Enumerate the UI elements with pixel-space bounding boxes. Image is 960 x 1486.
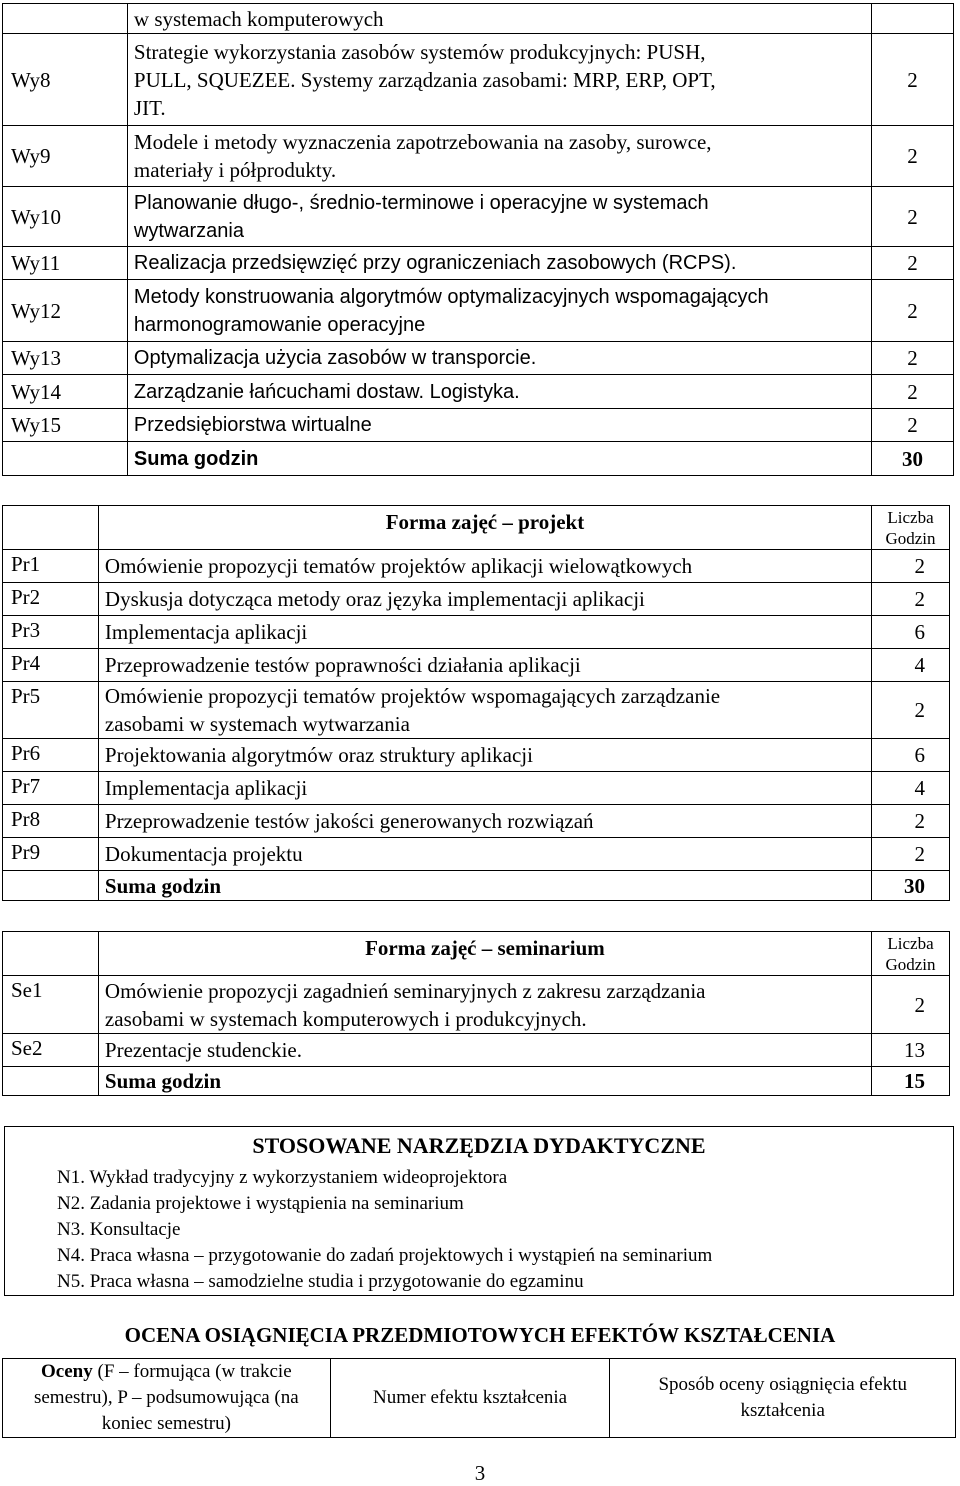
project-table: [2, 505, 950, 901]
project-row-code: Pr4: [3, 649, 99, 682]
hours-header-line: Godzin: [885, 528, 936, 548]
seminar-header-label: Forma zajęć – seminarium: [98, 932, 871, 976]
lectures-row-topic: [127, 280, 871, 342]
project-row-code: Pr2: [3, 583, 99, 616]
project-row-hours: 2: [872, 682, 950, 739]
lectures-row: [3, 280, 954, 342]
lectures-row-topic: [127, 187, 871, 247]
project-hours-header: [872, 506, 950, 550]
project-row: [3, 805, 950, 838]
lectures-row-topic: [127, 34, 871, 126]
project-header-label: Forma zajęć – projekt: [98, 506, 871, 550]
assessment-title: OCENA OSIĄGNIĘCIA PRZEDMIOTOWYCH EFEKTÓW KSZTAŁCENIA: [124, 1323, 836, 1347]
lectures-sum-hours: 30: [872, 442, 954, 476]
topic-line: Przedsiębiorstwa wirtualne: [133, 414, 372, 436]
project-row: [3, 616, 950, 649]
lectures-row: [3, 409, 954, 442]
lectures-row-topic: [127, 409, 871, 442]
seminar-header-code-cell: [3, 932, 99, 976]
project-row-topic: [98, 682, 871, 739]
topic-line: Implementacja aplikacji: [104, 620, 308, 644]
lectures-row-code: Wy9: [3, 126, 128, 187]
lectures-row-code: [3, 4, 128, 34]
teaching-tool-item: N1. Wykład tradycyjny z wykorzystaniem wideoprojektora: [57, 1167, 508, 1188]
teaching-tools-list: [57, 1165, 712, 1295]
lectures-sum-label: Suma godzin: [127, 442, 871, 476]
project-row-hours: 2: [872, 550, 950, 583]
lectures-row: [3, 4, 954, 34]
lectures-sum-empty: [3, 442, 128, 476]
lectures-row: [3, 34, 954, 126]
topic-line: w systemach komputerowych: [133, 6, 384, 31]
assessment-col-effect-number: Numer efektu kształcenia: [330, 1359, 610, 1438]
project-row-topic: [98, 838, 871, 871]
project-row-topic: [98, 772, 871, 805]
project-row: [3, 838, 950, 871]
seminar-row: [3, 1034, 950, 1067]
seminar-row-hours: 13: [872, 1034, 950, 1067]
seminar-sum-label: Suma godzin: [98, 1067, 871, 1096]
seminar-row: [3, 976, 950, 1034]
topic-line: Prezentacje studenckie.: [104, 1038, 302, 1062]
lectures-sum-row: [3, 442, 954, 476]
project-row: [3, 682, 950, 739]
lectures-row-topic: [127, 375, 871, 409]
lectures-row: [3, 375, 954, 409]
lectures-row-hours: 2: [872, 409, 954, 442]
hours-header-line: Godzin: [885, 954, 936, 974]
topic-line: Metody konstruowania algorytmów optymalizacyjnych wspomagających: [133, 285, 769, 308]
seminar-row-topic: [98, 1034, 871, 1067]
lectures-row-hours: 2: [872, 34, 954, 126]
lectures-row-hours: 2: [872, 126, 954, 187]
project-row-code: Pr5: [3, 682, 99, 739]
lectures-row-hours: 2: [872, 280, 954, 342]
topic-line: Omówienie propozycji tematów projektów wspomagających zarządzanie: [104, 684, 721, 708]
project-row-code: Pr6: [3, 739, 99, 772]
topic-line: Omówienie propozycji zagadnień seminaryjnych z zakresu zarządzania: [104, 978, 706, 1003]
teaching-tools-title: STOSOWANE NARZĘDZIA DYDAKTYCZNE: [252, 1133, 706, 1158]
lectures-row-topic: [127, 126, 871, 187]
project-row: [3, 739, 950, 772]
topic-line: JIT.: [133, 95, 166, 120]
topic-line: Przeprowadzenie testów jakości generowanych rozwiązań: [104, 809, 594, 833]
lectures-row: [3, 247, 954, 280]
lectures-row-code: Wy13: [3, 342, 128, 375]
project-sum-hours: 30: [872, 871, 950, 901]
lectures-row-code: Wy8: [3, 34, 128, 126]
teaching-tool-item: N2. Zadania projektowe i wystąpienia na seminarium: [57, 1193, 464, 1214]
topic-line: Planowanie długo-, średnio-terminowe i operacyjne w systemach: [133, 191, 709, 214]
lectures-row-topic: [127, 342, 871, 375]
hours-header-line: Liczba: [887, 933, 934, 953]
topic-line: Zarządzanie łańcuchami dostaw. Logistyka.: [133, 380, 520, 403]
seminar-row-code: Se2: [3, 1034, 99, 1067]
project-row-code: Pr9: [3, 838, 99, 871]
seminar-hours-header: [872, 932, 950, 976]
topic-line: harmonogramowanie operacyjne: [133, 313, 426, 336]
assessment-table: [2, 1358, 956, 1438]
topic-line: zasobami w systemach komputerowych i produkcyjnych.: [104, 1006, 587, 1031]
topic-line: Dokumentacja projektu: [104, 842, 303, 866]
lectures-row-code: Wy12: [3, 280, 128, 342]
project-row-code: Pr3: [3, 616, 99, 649]
project-row: [3, 550, 950, 583]
topic-line: Implementacja aplikacji: [104, 776, 308, 800]
seminar-row-code: Se1: [3, 976, 99, 1034]
project-row-topic: [98, 805, 871, 838]
topic-line: PULL, SQUEZEE. Systemy zarządzania zasobami: MRP, ERP, OPT,: [133, 67, 716, 92]
lectures-row-hours: 2: [872, 187, 954, 247]
project-row-hours: 2: [872, 838, 950, 871]
lectures-row-hours: [872, 4, 954, 34]
lectures-row-hours: 2: [872, 375, 954, 409]
project-row-hours: 4: [872, 649, 950, 682]
teaching-tool-item: N3. Konsultacje: [57, 1219, 181, 1240]
topic-line: materiały i półprodukty.: [133, 158, 337, 182]
project-sum-row: [3, 871, 950, 901]
topic-line: zasobami w systemach wytwarzania: [104, 712, 410, 736]
seminar-sum-row: [3, 1067, 950, 1096]
seminar-row-hours: 2: [872, 976, 950, 1034]
project-header-row: [3, 506, 950, 550]
project-row-hours: 6: [872, 739, 950, 772]
page-number: 3: [474, 1461, 486, 1485]
lectures-row-topic: [127, 247, 871, 280]
assessment-col-method: Sposób oceny osiągnięcia efektu kształcenia: [610, 1359, 956, 1438]
lectures-row-topic: [127, 4, 871, 34]
project-row-topic: [98, 583, 871, 616]
topic-line: Projektowania algorytmów oraz struktury aplikacji: [104, 743, 533, 767]
topic-line: Optymalizacja użycia zasobów w transporcie.: [133, 347, 537, 369]
seminar-sum-empty: [3, 1067, 99, 1096]
project-header-code-cell: [3, 506, 99, 550]
project-row-hours: 2: [872, 583, 950, 616]
project-row-topic: [98, 739, 871, 772]
lectures-row-hours: 2: [872, 342, 954, 375]
assessment-col-grades: Oceny (F – formująca (w trakcie semestru), P – podsumowująca (na koniec semestru): [3, 1359, 331, 1438]
topic-line: wytwarzania: [133, 219, 244, 242]
project-row-code: Pr7: [3, 772, 99, 805]
lectures-row-code: Wy14: [3, 375, 128, 409]
project-row: [3, 583, 950, 616]
topic-line: Strategie wykorzystania zasobów systemów produkcyjnych: PUSH,: [133, 39, 706, 64]
seminar-sum-hours: 15: [872, 1067, 950, 1096]
teaching-tool-item: N4. Praca własna – przygotowanie do zadań projektowych i wystąpień na seminarium: [57, 1245, 713, 1266]
lectures-row: [3, 342, 954, 375]
lectures-row: [3, 126, 954, 187]
teaching-tools-box: [4, 1126, 954, 1296]
project-row-hours: 6: [872, 616, 950, 649]
topic-line: Dyskusja dotycząca metody oraz języka implementacji aplikacji: [104, 587, 645, 611]
lectures-row-code: Wy15: [3, 409, 128, 442]
topic-line: Realizacja przedsięwzięć przy ograniczeniach zasobowych (RCPS).: [133, 252, 737, 274]
project-row-code: Pr8: [3, 805, 99, 838]
topic-line: Modele i metody wyznaczenia zapotrzebowania na zasoby, surowce,: [133, 130, 712, 154]
assessment-header-row: [3, 1359, 956, 1438]
project-row-topic: [98, 616, 871, 649]
project-row-code: Pr1: [3, 550, 99, 583]
project-row-topic: [98, 550, 871, 583]
lectures-table: [2, 3, 954, 476]
seminar-header-row: [3, 932, 950, 976]
project-row: [3, 649, 950, 682]
lectures-row: [3, 187, 954, 247]
project-row-hours: 4: [872, 772, 950, 805]
project-row: [3, 772, 950, 805]
lectures-row-code: Wy11: [3, 247, 128, 280]
topic-line: Przeprowadzenie testów poprawności działania aplikacji: [104, 653, 581, 677]
seminar-table: [2, 931, 950, 1096]
seminar-row-topic: [98, 976, 871, 1034]
topic-line: Omówienie propozycji tematów projektów aplikacji wielowątkowych: [104, 554, 693, 578]
hours-header-line: Liczba: [887, 507, 934, 527]
project-row-hours: 2: [872, 805, 950, 838]
lectures-row-hours: 2: [872, 247, 954, 280]
project-sum-label: Suma godzin: [98, 871, 871, 901]
project-sum-empty: [3, 871, 99, 901]
project-row-topic: [98, 649, 871, 682]
lectures-row-code: Wy10: [3, 187, 128, 247]
teaching-tool-item: N5. Praca własna – samodzielne studia i przygotowanie do egzaminu: [57, 1271, 584, 1292]
